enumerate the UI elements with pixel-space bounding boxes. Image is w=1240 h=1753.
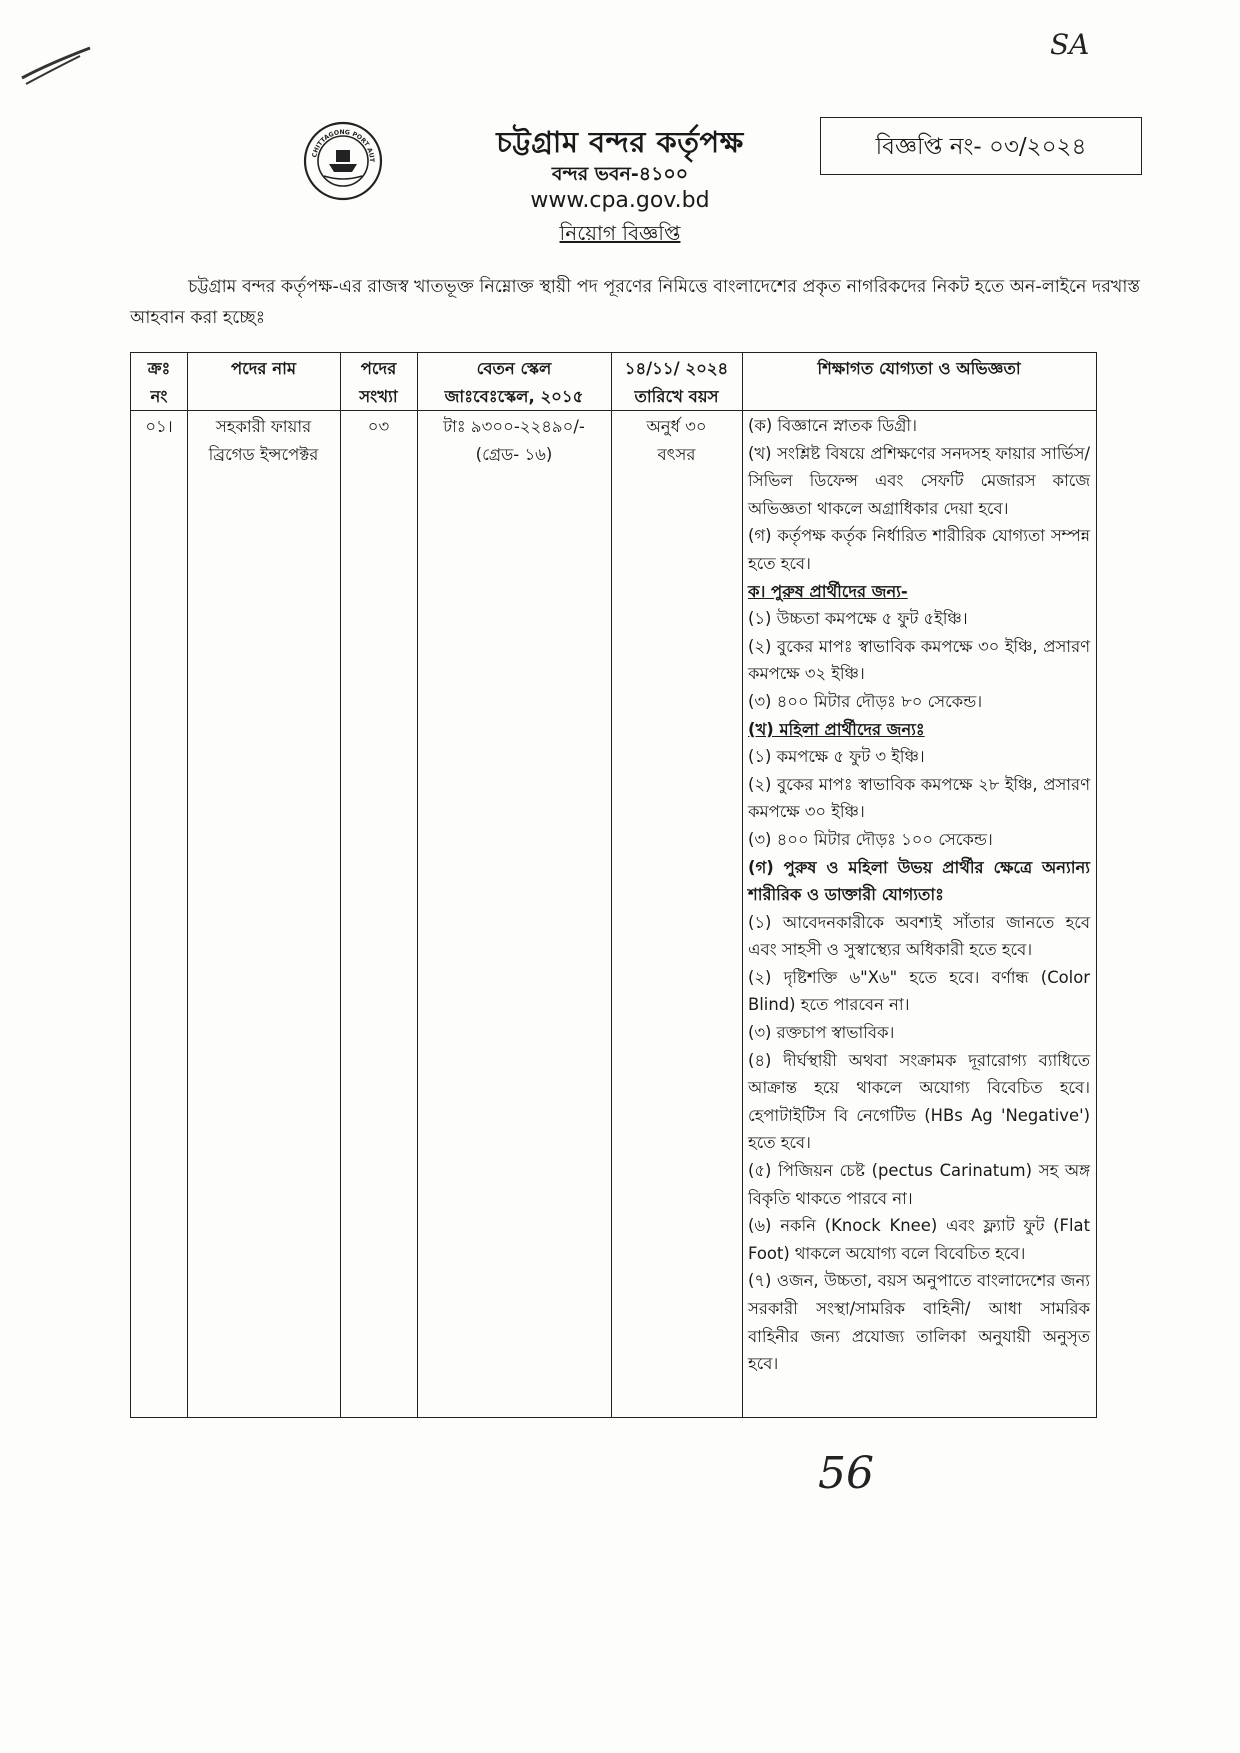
qualification-item: (১) উচ্চতা কমপক্ষে ৫ ফুট ৫ইঞ্চি। bbox=[748, 609, 968, 629]
qualification-item: (২) দৃষ্টিশক্তি ৬"X৬" হতে হবে। বর্ণান্ধ (Color Blind) হতে পারবেন না। bbox=[748, 967, 1090, 1015]
qualification-item: (৩) ৪০০ মিটার দৌড়ঃ ৮০ সেকেন্ড। bbox=[748, 691, 983, 711]
handwritten-page-number: 56 bbox=[818, 1448, 874, 1499]
qualification-item: (১) আবেদনকারীকে অবশ্যই সাঁতার জানতে হবে এবং সাহসী ও সুস্বাস্থ্যের অধিকারী হতে হবে। bbox=[748, 912, 1090, 960]
cell-serial: ০১। bbox=[145, 417, 173, 436]
qualification-item: (৪) দীর্ঘস্থায়ী অথবা সংক্রামক দূরারোগ্য ব্যাধিতে আক্রান্ত হয়ে থাকলে অযোগ্য বিবেচিত হবে। হেপাটাইটিস বি নেগেটিভ (HBs Ag 'Negative') হতে হবে। bbox=[748, 1050, 1090, 1153]
cell-qualifications bbox=[748, 412, 1090, 1378]
column-divider bbox=[417, 353, 418, 1417]
column-divider bbox=[187, 353, 188, 1417]
qualification-item: (খ) সংশ্লিষ্ট বিষয়ে প্রশিক্ষণের সনদসহ ফায়ার সার্ভিস/সিভিল ডিফেন্স এবং সেফটি মেজারস কাজে অভিজ্ঞতা থাকলে অগ্রাধিকার দেয়া হবে। bbox=[748, 443, 1090, 518]
header-post-count: পদের সংখ্যা bbox=[359, 359, 398, 406]
cell-post-name: সহকারী ফায়ার ব্রিগেড ইন্সপেক্টর bbox=[208, 417, 319, 464]
intro-paragraph: চট্টগ্রাম বন্দর কর্তৃপক্ষ-এর রাজস্ব খাতভূক্ত নিম্নোক্ত স্থায়ী পদ পূরণের নিমিত্তে বাংলাদেশের প্রকৃত নাগরিকদের নিকট হতে অন-লাইনে দরখাস্ত আহবান করা হচ্ছেঃ bbox=[130, 277, 1140, 328]
qualification-item: (৬) নকনি (Knock Knee) এবং ফ্ল্যাট ফুট (Flat Foot) থাকলে অযোগ্য বলে বিবেচিত হবে। bbox=[748, 1216, 1090, 1263]
cell-age: অনুর্ধ ৩০ বৎসর bbox=[646, 417, 707, 464]
cell-post-count: ০৩ bbox=[367, 417, 390, 436]
notice-number-box: বিজ্ঞপ্তি নং- ০৩/২০২৪ bbox=[820, 117, 1142, 175]
qualification-subheading: (গ) পুরুষ ও মহিলা উভয় প্রার্থীর ক্ষেত্রে অন্যান্য শারীরিক ও ডাক্তারী যোগ্যতাঃ bbox=[748, 857, 1090, 905]
qualification-item: (১) কমপক্ষে ৫ ফুট ৩ ইঞ্চি। bbox=[748, 747, 925, 767]
header-age: ১৪/১১/ ২০২৪ তারিখে বয়স bbox=[624, 359, 729, 406]
qualification-item: (৩) ৪০০ মিটার দৌড়ঃ ১০০ সেকেন্ড। bbox=[748, 829, 993, 849]
column-divider bbox=[340, 353, 341, 1417]
qualification-item: (৩) রক্তচাপ স্বাভাবিক। bbox=[748, 1023, 895, 1043]
column-divider bbox=[611, 353, 612, 1417]
qualification-item: (৭) ওজন, উচ্চতা, বয়স অনুপাতে বাংলাদেশের জন্য সরকারী সংস্থা/সামরিক বাহিনী/ আধা সামরিক বাহিনীর জন্য প্রযোজ্য তালিকা অনুযায়ী অনুসৃত হবে। bbox=[748, 1271, 1090, 1374]
seal-text: CHITTAGONG PORT AUT bbox=[311, 128, 376, 163]
qualification-item: (২) বুকের মাপঃ স্বাভাবিক কমপক্ষে ৩০ ইঞ্চি, প্রসারণ কমপক্ষে ৩২ ইঞ্চি। bbox=[748, 636, 1090, 684]
organization-title: চট্টগ্রাম বন্দর কর্তৃপক্ষ bbox=[496, 125, 744, 159]
recruitment-table bbox=[130, 352, 1097, 1418]
qualification-item: (গ) কর্তৃপক্ষ কর্তৃক নির্ধারিত শারীরিক যোগ্যতা সম্পন্ন হতে হবে। bbox=[748, 526, 1090, 573]
qualification-subheading: ক। পুরুষ প্রার্থীদের জন্য- bbox=[748, 581, 908, 601]
cell-pay-scale: টাঃ ৯৩০০-২২৪৯০/- (গ্রেড- ১৬) bbox=[443, 417, 585, 464]
qualification-item: (৫) পিজিয়ন চেষ্ট (pectus Carinatum) সহ অঙ্গ বিকৃতি থাকতে পারবে না। bbox=[748, 1161, 1090, 1208]
qualification-item: (ক) বিজ্ঞানে স্নাতক ডিগ্রী। bbox=[748, 416, 917, 435]
qualification-subheading: (খ) মহিলা প্রার্থীদের জন্যঃ bbox=[748, 719, 925, 739]
header-qualifications: শিক্ষাগত যোগ্যতা ও অভিজ্ঞতা bbox=[817, 359, 1021, 378]
notice-title: নিয়োগ বিজ্ঞপ্তি bbox=[559, 221, 681, 245]
header-post-name: পদের নাম bbox=[230, 359, 297, 378]
handwritten-stroke bbox=[18, 42, 96, 88]
organization-website: www.cpa.gov.bd bbox=[530, 188, 710, 213]
header-serial: ক্রঃ নং bbox=[147, 359, 171, 406]
qualification-item: (২) বুকের মাপঃ স্বাভাবিক কমপক্ষে ২৮ ইঞ্চি, প্রসারণ কমপক্ষে ৩০ ইঞ্চি। bbox=[748, 774, 1090, 822]
organization-address: বন্দর ভবন-৪১০০ bbox=[551, 163, 689, 185]
handwritten-initials: SA bbox=[1050, 28, 1090, 61]
column-divider bbox=[742, 353, 743, 1417]
header-pay-scale: বেতন স্কেল জাঃবেঃস্কেল, ২০১৫ bbox=[444, 359, 584, 406]
